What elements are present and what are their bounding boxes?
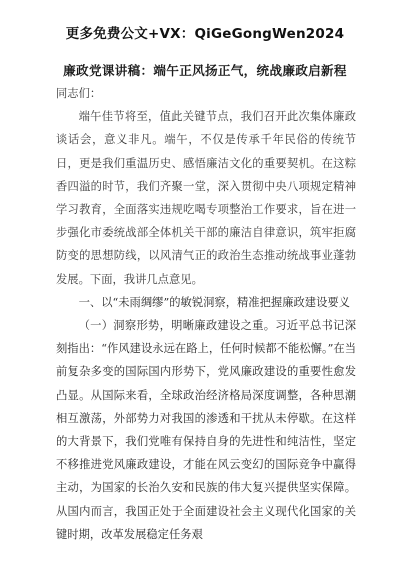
salutation: 同志们：: [56, 87, 102, 100]
intro-paragraph: 端午佳节将至，值此关键节点，我们召开此次集体廉政谈话会，意义非凡。端午，不仅是传承千年民俗的传统节日，更是我们重温历史、感悟廉洁文化的重要契机。在这粽香四溢的时节，我们齐聚一堂，深入贯彻中央八项规定精神学习教育，全面落实违规吃喝专项整治工作要求，旨在进一步强化市委统战部全体机关干部的廉洁自律意识，筑牢拒腐防变的思想防线，以风清气正的政治生态推动统战事业蓬勃发展。下面，我讲几点意见。: [56, 110, 356, 286]
section-heading: 一、以“未雨绸缪”的敏锐洞察，精准把握廉政建设要义: [78, 295, 350, 309]
document-body: [56, 82, 356, 546]
subsection-paragraph: （一）洞察形势，明晰廉政建设之重。习近平总书记深刻指出：“作风建设永远在路上，任何时候都不能松懈。”在当前复杂多变的国际国内形势下，党风廉政建设的重要性愈发凸显。从国际来看，全球政治经济格局深度调整，各种思潮相互激荡，外部势力对我国的渗透和干扰从未停歇。在这样的大背景下，我们党唯有保持自身的先进性和纯洁性，坚定不移推进党风廉政建设，才能在风云变幻的国际竞争中赢得主动，为国家的长治久安和民族的伟大复兴提供坚实保障。从国内而言，我国正处于全面建设社会主义现代化国家的关键时期，改革发展稳定任务艰: [56, 319, 356, 541]
promo-header: 更多免费公文+VX：QiGeGongWen2024: [65, 26, 345, 42]
document-title: 廉政党课讲稿：端午正风扬正气，统战廉政启新程: [63, 63, 347, 78]
